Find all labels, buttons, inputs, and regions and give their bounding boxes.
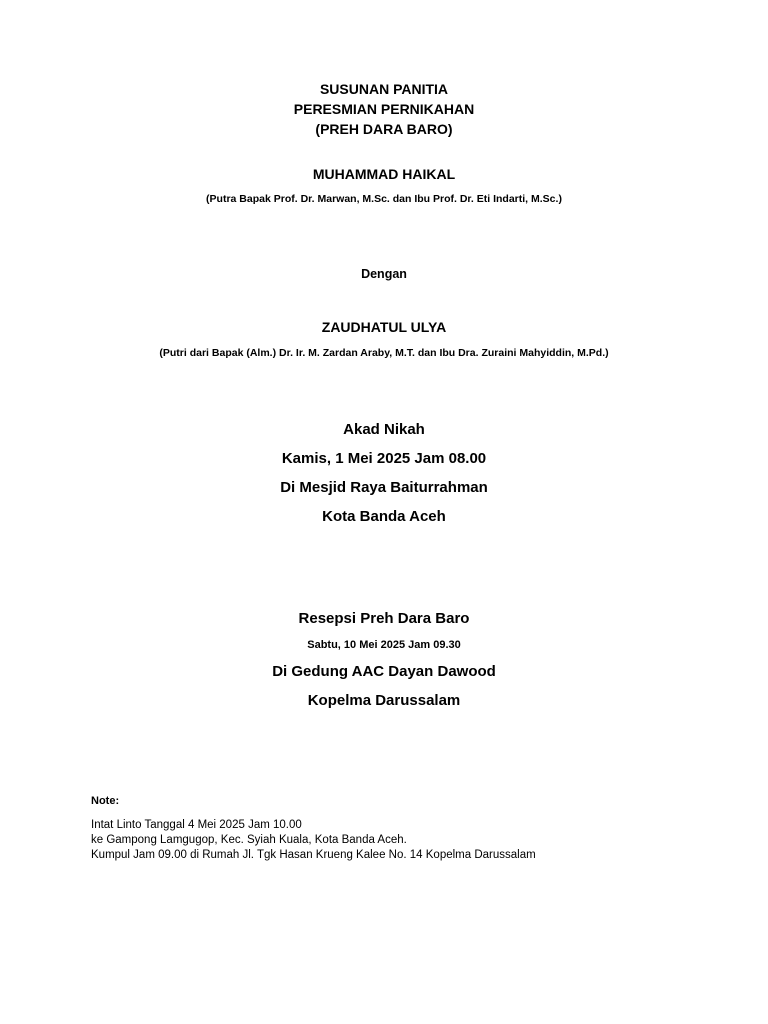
note-label: Note:	[91, 795, 120, 807]
akad-title: Akad Nikah	[343, 421, 425, 438]
akad-datetime: Kamis, 1 Mei 2025 Jam 08.00	[281, 450, 487, 467]
akad-city: Kota Banda Aceh	[322, 508, 446, 525]
resepsi-venue: Di Gedung AAC Dayan Dawood	[272, 663, 496, 680]
note-line-2: ke Gampong Lamgugop, Kec. Syiah Kuala, Kota Banda Aceh.	[91, 834, 407, 846]
note-line-1: Intat Linto Tanggal 4 Mei 2025 Jam 10.00	[91, 819, 302, 831]
bride-parents: (Putri dari Bapak (Alm.) Dr. Ir. M. Zardan Araby, M.T. dan Ibu Dra. Zuraini Mahyiddin, M.Pd.)	[159, 347, 609, 359]
header-title-line1: SUSUNAN PANITIA	[319, 81, 449, 97]
resepsi-datetime: Sabtu, 10 Mei 2025 Jam 09.30	[307, 639, 461, 651]
connector-text: Dengan	[361, 267, 407, 281]
akad-venue: Di Mesjid Raya Baiturrahman	[280, 479, 488, 496]
resepsi-place: Kopelma Darussalam	[307, 692, 461, 709]
note-line-3: Kumpul Jam 09.00 di Rumah Jl. Tgk Hasan Krueng Kalee No. 14 Kopelma Darussalam	[91, 849, 536, 861]
bride-name: ZAUDHATUL ULYA	[321, 319, 447, 335]
header-title-line2: PERESMIAN PERNIKAHAN	[293, 101, 475, 117]
header-title-line3: (PREH DARA BARO)	[315, 121, 453, 137]
resepsi-title: Resepsi Preh Dara Baro	[298, 610, 470, 627]
groom-name: MUHAMMAD HAIKAL	[312, 166, 456, 182]
groom-parents: (Putra Bapak Prof. Dr. Marwan, M.Sc. dan Ibu Prof. Dr. Eti Indarti, M.Sc.)	[206, 193, 562, 205]
